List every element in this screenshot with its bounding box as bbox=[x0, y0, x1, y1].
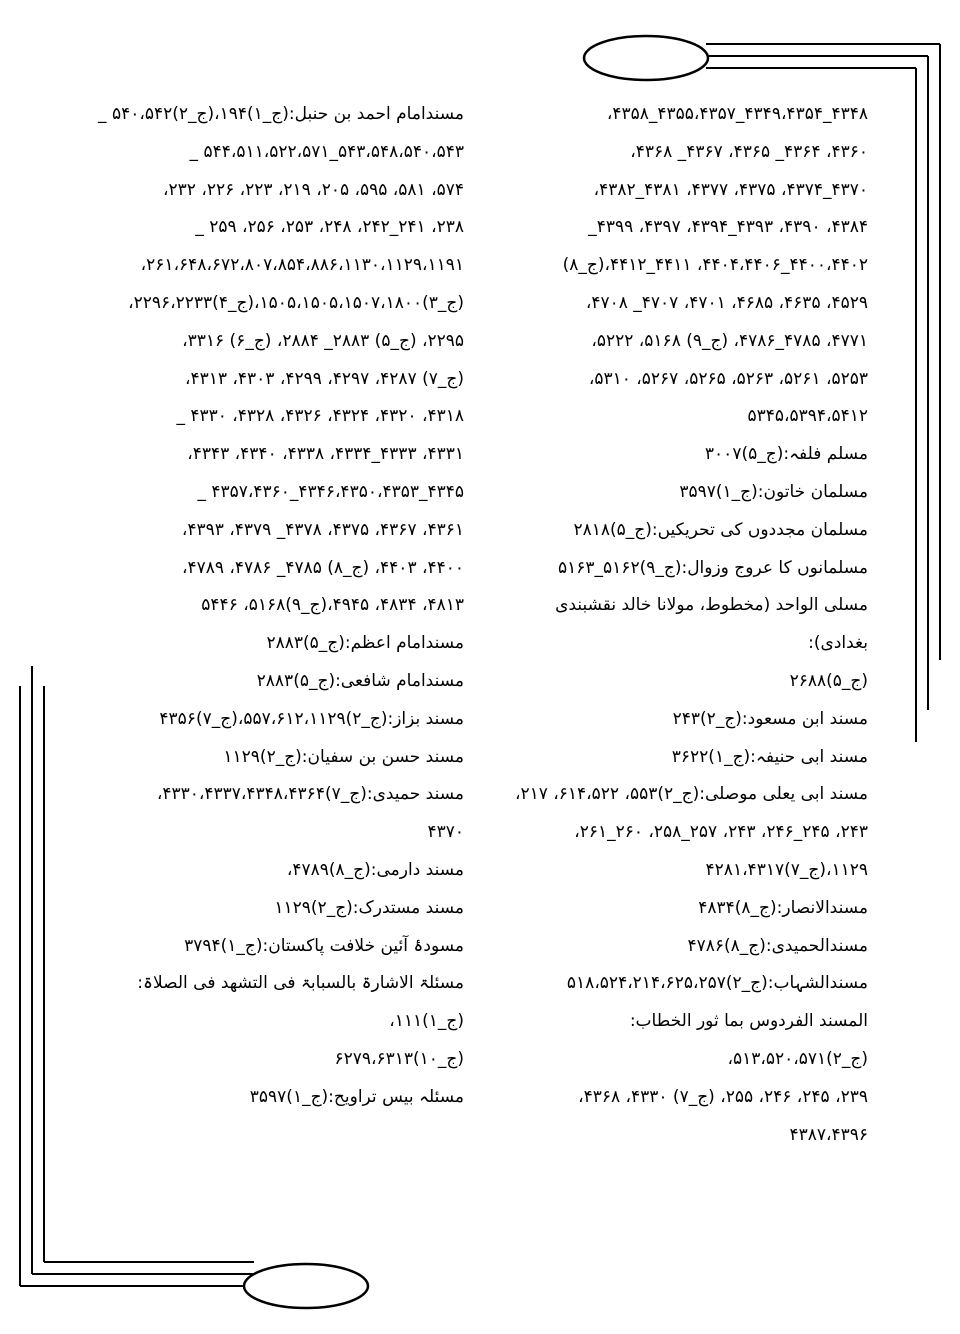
index-line: مسند حسن بن سفیان:(ج_۲)۱۱۲۹ bbox=[223, 746, 464, 767]
index-line: ۴۳۳۱، ۴۳۳۳_۴۳۳۴، ۴۳۳۸، ۴۳۴۰، ۴۳۴۳، bbox=[187, 444, 464, 465]
index-line: ۵۲۵۳، ۵۲۶۱، ۵۲۶۳، ۵۲۶۵، ۵۲۶۷، ۵۳۱۰، bbox=[588, 368, 868, 389]
index-line: ۵۴۳،۵۴۸،۵۴۰،۵۴۳_۵۴۴،۵۱۱،۵۲۲،۵۷۱ _ bbox=[189, 141, 464, 162]
index-line: (ج_۱۰)۶۲۷۹،۶۳۱۳ bbox=[334, 1048, 464, 1069]
index-line: ۲۲۹۵، (ج_۵) ۲۸۸۳_ ۲۸۸۴، (ج_۶) ۳۳۱۶، bbox=[182, 330, 464, 351]
index-line: مسند ابی یعلی موصلی:(ج_۲)۵۵۳، ۶۱۴،۵۲۲، ۲۱۷، bbox=[514, 784, 868, 805]
index-line: مسند حمیدی:(ج_۷)۴۳۳۰،۴۳۳۷،۴۳۴۸،۴۳۶۴، bbox=[156, 784, 464, 805]
index-line: ۲۶۱،۶۴۸،۶۷۲،۸۰۷،۸۵۴،۸۸۶،۱۱۳۰،۱۱۲۹،۱۱۹۱، bbox=[140, 255, 464, 276]
index-line: ۴۳۷۰ bbox=[427, 822, 464, 843]
index-line: (ج_۷) ۴۲۸۷، ۴۲۹۷، ۴۲۹۹، ۴۳۰۳، ۴۳۱۳، bbox=[184, 368, 464, 389]
index-line: مسلی الواحد (مخطوط، مولانا خالد نقشبندی بغدادی): bbox=[555, 595, 868, 654]
index-line: ۱۱۲۹،(ج_۷)۴۲۸۱،۴۳۱۷ bbox=[705, 859, 868, 880]
frame-top-oval bbox=[584, 36, 708, 80]
index-line: مسندالحمیدی:(ج_۸)۴۷۸۶ bbox=[687, 935, 868, 956]
index-line: ۴۳۶۱، ۴۳۶۷، ۴۳۷۵، ۴۳۷۸_ ۴۳۷۹، ۴۳۹۳، bbox=[181, 519, 464, 540]
index-line: (ج_۵)۲۶۸۸ bbox=[789, 670, 868, 691]
index-line: ۵۷۴، ۵۸۱، ۵۹۵، ۲۰۵، ۲۱۹، ۲۲۳، ۲۲۶، ۲۳۲، bbox=[163, 179, 464, 200]
index-line: مسلمانوں کا عروج وزوال:(ج_۹)۵۱۶۲_۵۱۶۳ bbox=[558, 557, 868, 578]
index-line: مسلم فلفہ:(ج_۵)۳۰۰۷ bbox=[704, 444, 868, 465]
index-line: ۴۳۸۴، ۴۳۹۰، ۴۳۹۳_۴۳۹۴، ۴۳۹۷، ۴۳۹۹_ bbox=[588, 217, 868, 238]
index-line: ۲۴۳، ۲۴۵_۲۴۶، ۲۴۳، ۲۵۷_۲۵۸، ۲۶۰_۲۶۱، bbox=[574, 822, 868, 843]
index-line: ۴۳۷۰_۴۳۷۴، ۴۳۷۵، ۴۳۷۷، ۴۳۸۱_۴۳۸۲، bbox=[593, 179, 868, 200]
index-line: ۲۳۸، ۲۴۱_۲۴۲، ۲۴۸، ۲۵۳، ۲۵۶، ۲۵۹ _ bbox=[195, 217, 464, 238]
index-line: مسئلہ بیس تراویح:(ج_۱)۳۵۹۷ bbox=[249, 1086, 464, 1107]
index-line: مسندالشہاب:(ج_۲)۵۱۸،۵۲۴،۲۱۴،۶۲۵،۲۵۷ bbox=[566, 973, 868, 994]
index-line: ۴۳۶۰، ۴۳۶۴_ ۴۳۶۵، ۴۳۶۷_ ۴۳۶۸، bbox=[630, 141, 868, 162]
index-line: المسند الفردوس بما ثور الخطاب:(ج_۲)۵۱۳،۵۲۰،۵۷۱، bbox=[629, 1011, 868, 1069]
index-line: ۴۴۰۰، ۴۴۰۳، (ج_۸) ۴۷۸۵_ ۴۷۸۶، ۴۷۸۹، bbox=[181, 557, 464, 578]
index-line: ۴۳۸۷،۴۳۹۶ bbox=[789, 1124, 868, 1145]
index-line: مسندامام احمد بن حنبل:(ج_۱)۱۹۴،(ج_۲)۵۴۰،۵۴۲ _ bbox=[98, 104, 464, 124]
index-line: مسند ابی حنیفہ:(ج_۱)۳۶۲۲ bbox=[671, 746, 868, 767]
index-line: مسلمان خاتون:(ج_۱)۳۵۹۷ bbox=[679, 481, 868, 502]
index-line: ۴۵۲۹، ۴۶۳۵، ۴۶۸۵، ۴۷۰۱، ۴۷۰۷_ ۴۷۰۸، bbox=[585, 292, 868, 313]
index-line: مسندامام شافعی:(ج_۵)۲۸۸۳ bbox=[256, 670, 464, 691]
index-line: ۵۳۴۵،۵۳۹۴،۵۴۱۲ bbox=[747, 406, 868, 427]
index-line: ۴۳۴۸_۴۳۴۹،۴۳۵۴_۴۳۵۵،۴۳۵۷_۴۳۵۸، bbox=[606, 104, 868, 124]
index-line: مسند ابن مسعود:(ج_۲)۲۴۳ bbox=[672, 708, 868, 729]
index-column-left bbox=[80, 96, 464, 1117]
index-line: ۴۷۷۱، ۴۷۸۵_۴۷۸۶، (ج_۹) ۵۱۶۸، ۵۲۲۲، bbox=[591, 330, 868, 351]
index-line: مسند دارمی:(ج_۸)۴۷۸۹، bbox=[286, 859, 464, 880]
index-line: مسندامام اعظم:(ج_۵)۲۸۸۳ bbox=[266, 633, 464, 654]
index-column-right bbox=[490, 96, 868, 1154]
index-line: ۴۳۱۸، ۴۳۲۰، ۴۳۲۴، ۴۳۲۶، ۴۳۲۸، ۴۳۳۰ _ bbox=[176, 406, 464, 427]
index-line: مسندالانصار:(ج_۸)۴۸۳۴ bbox=[698, 897, 868, 918]
index-line: مسلمان مجددوں کی تحریکیں:(ج_۵)۲۸۱۸ bbox=[573, 519, 868, 540]
index-line: مسند مستدرک:(ج_۲)۱۱۲۹ bbox=[274, 897, 464, 918]
index-line: مسودۂ آئین خلافت پاکستان:(ج_۱)۳۷۹۴ bbox=[184, 935, 464, 956]
index-line: ۴۴۰۰،۴۴۰۲_۴۴۰۴،۴۴۰۶، ۴۴۱۱_۴۴۱۲،(ج_۸) bbox=[562, 255, 868, 276]
index-line: ۴۳۴۵_۴۳۴۶،۴۳۵۰،۴۳۵۳_۴۳۵۷،۴۳۶۰ _ bbox=[197, 481, 464, 502]
index-line: ۴۸۱۳، ۴۸۳۴، ۴۹۴۵،(ج_۹)۵۱۶۸، ۵۴۴۶ bbox=[201, 595, 464, 616]
index-line: ۲۳۹، ۲۴۵، ۲۴۶، ۲۵۵، (ج_۷) ۴۳۳۰، ۴۳۶۸، bbox=[578, 1086, 868, 1107]
index-line: (ج_۳)۱۵۰۵،۱۵۰۵،۱۵۰۷،۱۸۰۰،(ج_۴)۲۲۹۶،۲۲۳۳، bbox=[128, 292, 464, 313]
frame-bottom-oval bbox=[244, 1264, 368, 1308]
index-line: مسئلۃ الاشارۃ بالسبابۃ فی التشھد فی الصلاۃ:(ج_۱)۱۱۱، bbox=[137, 973, 464, 1032]
index-line: مسند بزاز:(ج_۲)۵۵۷،۶۱۲،۱۱۲۹،(ج_۷)۴۳۵۶ bbox=[159, 708, 464, 729]
